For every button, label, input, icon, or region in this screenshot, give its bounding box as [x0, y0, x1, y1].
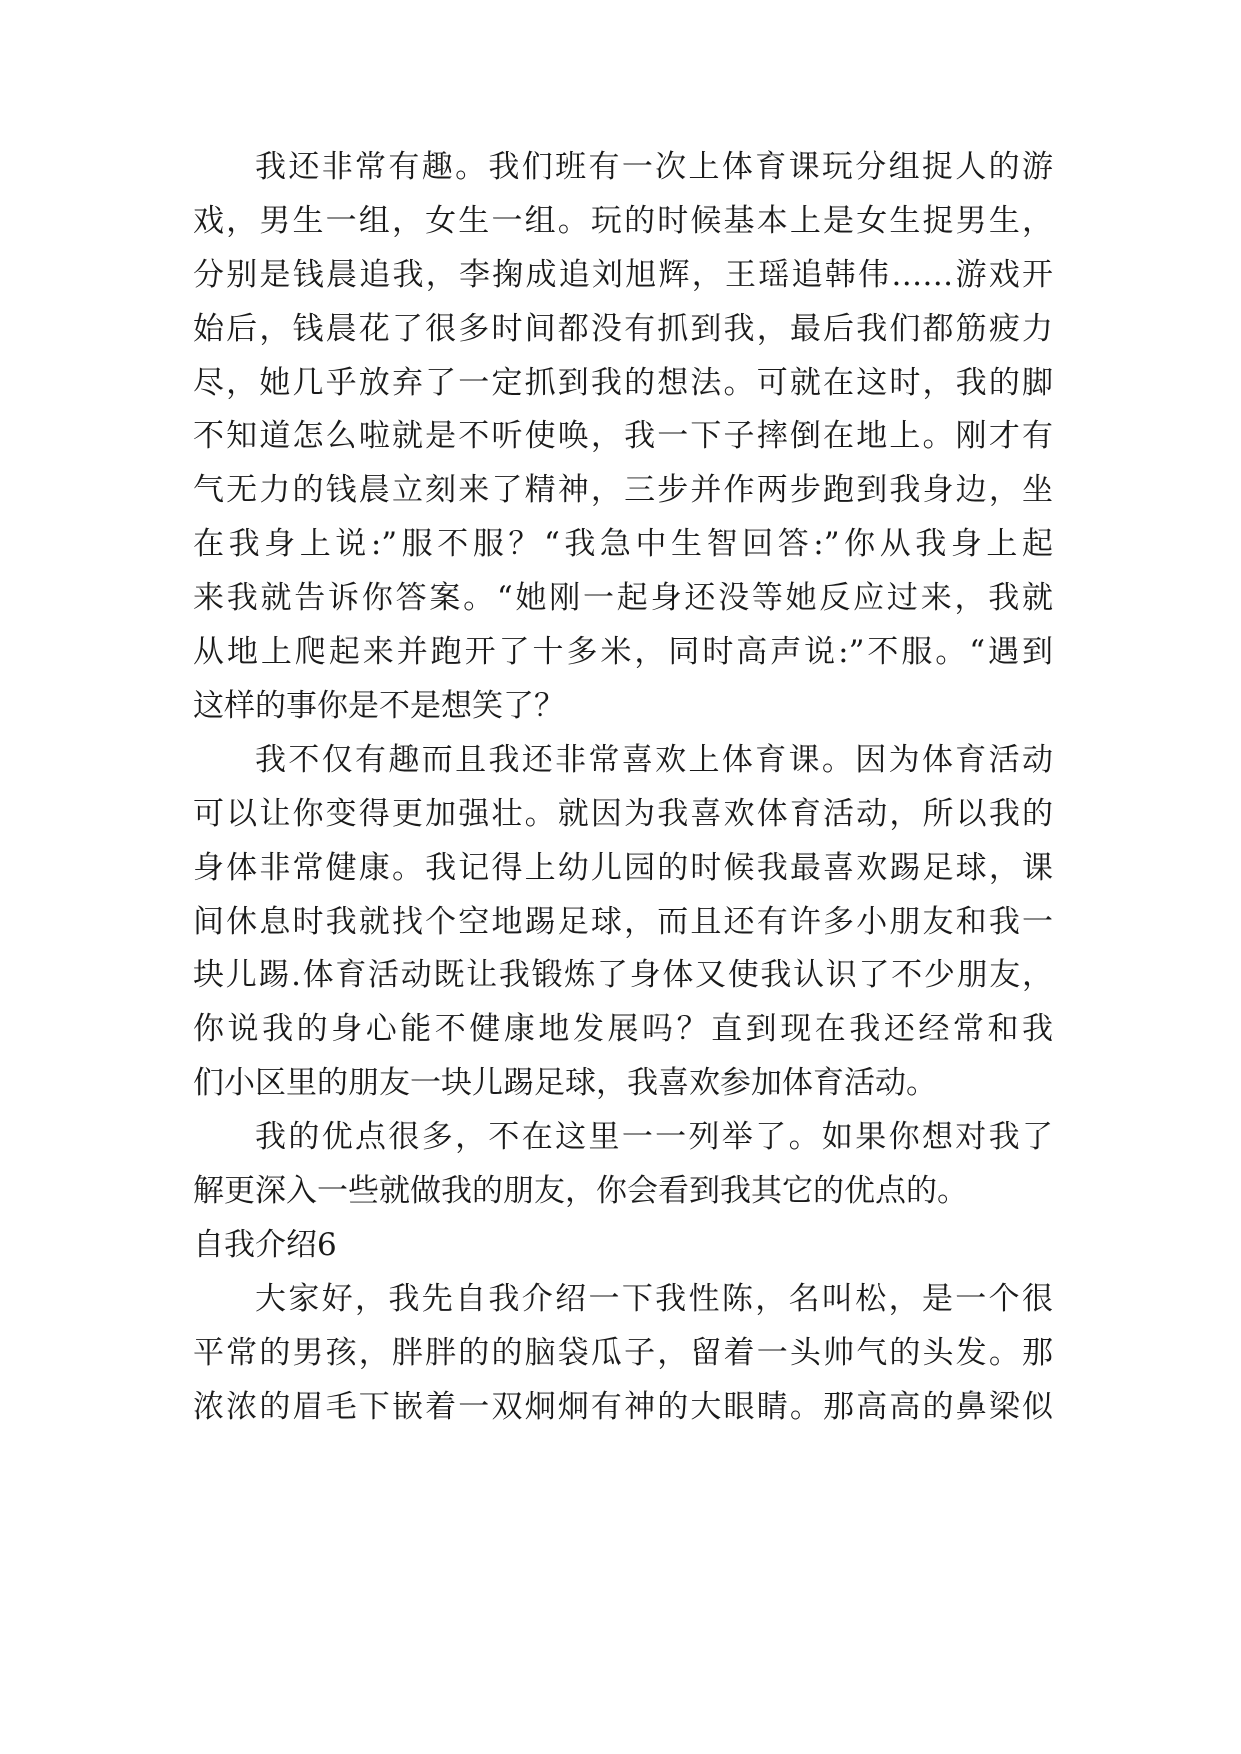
paragraph-4-line-3: 浓浓的眉毛下嵌着一双炯炯有神的大眼睛。那高高的鼻梁似	[193, 1389, 1053, 1425]
paragraph-4-line-1: 大家好，我先自我介绍一下我性陈，名叫松，是一个很	[255, 1281, 1053, 1317]
paragraph-1-line-9: 来我就告诉你答案。“她刚一起身还没等她反应过来，我就	[193, 580, 1053, 616]
paragraph-1-line-10: 从地上爬起来并跑开了十多米，同时高声说:”不服。“遇到	[193, 634, 1053, 670]
paragraph-1-line-8: 在我身上说:”服不服？“我急中生智回答:”你从我身上起	[193, 526, 1053, 562]
paragraph-1-line-6: 不知道怎么啦就是不听使唤，我一下子摔倒在地上。刚才有	[193, 418, 1053, 454]
paragraph-4-line-2: 平常的男孩，胖胖的的脑袋瓜子，留着一头帅气的头发。那	[193, 1335, 1053, 1371]
paragraph-2-line-1: 我不仅有趣而且我还非常喜欢上体育课。因为体育活动	[255, 742, 1053, 778]
section-heading: 自我介绍6	[193, 1227, 337, 1263]
paragraph-1-line-3: 分别是钱晨追我，李掬成追刘旭辉，王瑶追韩伟……游戏开	[193, 257, 1053, 293]
paragraph-1-line-2: 戏，男生一组，女生一组。玩的时候基本上是女生捉男生，	[193, 203, 1053, 239]
paragraph-3-line-1: 我的优点很多，不在这里一一列举了。如果你想对我了	[255, 1119, 1053, 1155]
paragraph-2-line-7: 们小区里的朋友一块儿踢足球，我喜欢参加体育活动。	[193, 1065, 937, 1101]
paragraph-2-line-2: 可以让你变得更加强壮。就因为我喜欢体育活动，所以我的	[193, 796, 1053, 832]
paragraph-2-line-4: 间休息时我就找个空地踢足球，而且还有许多小朋友和我一	[193, 904, 1053, 940]
paragraph-2-line-3: 身体非常健康。我记得上幼儿园的时候我最喜欢踢足球，课	[193, 850, 1053, 886]
paragraph-2-line-6: 你说我的身心能不健康地发展吗？直到现在我还经常和我	[193, 1011, 1053, 1047]
paragraph-1-line-11: 这样的事你是不是想笑了？	[193, 688, 565, 724]
paragraph-3-line-2: 解更深入一些就做我的朋友，你会看到我其它的优点的。	[193, 1173, 968, 1209]
paragraph-2-line-5: 块儿踢.体育活动既让我锻炼了身体又使我认识了不少朋友，	[193, 957, 1053, 993]
paragraph-1-line-4: 始后，钱晨花了很多时间都没有抓到我，最后我们都筋疲力	[193, 311, 1053, 347]
paragraph-1-line-7: 气无力的钱晨立刻来了精神，三步并作两步跑到我身边，坐	[193, 472, 1053, 508]
paragraph-1-line-1: 我还非常有趣。我们班有一次上体育课玩分组捉人的游	[255, 149, 1053, 185]
paragraph-1-line-5: 尽，她几乎放弃了一定抓到我的想法。可就在这时，我的脚	[193, 365, 1053, 401]
